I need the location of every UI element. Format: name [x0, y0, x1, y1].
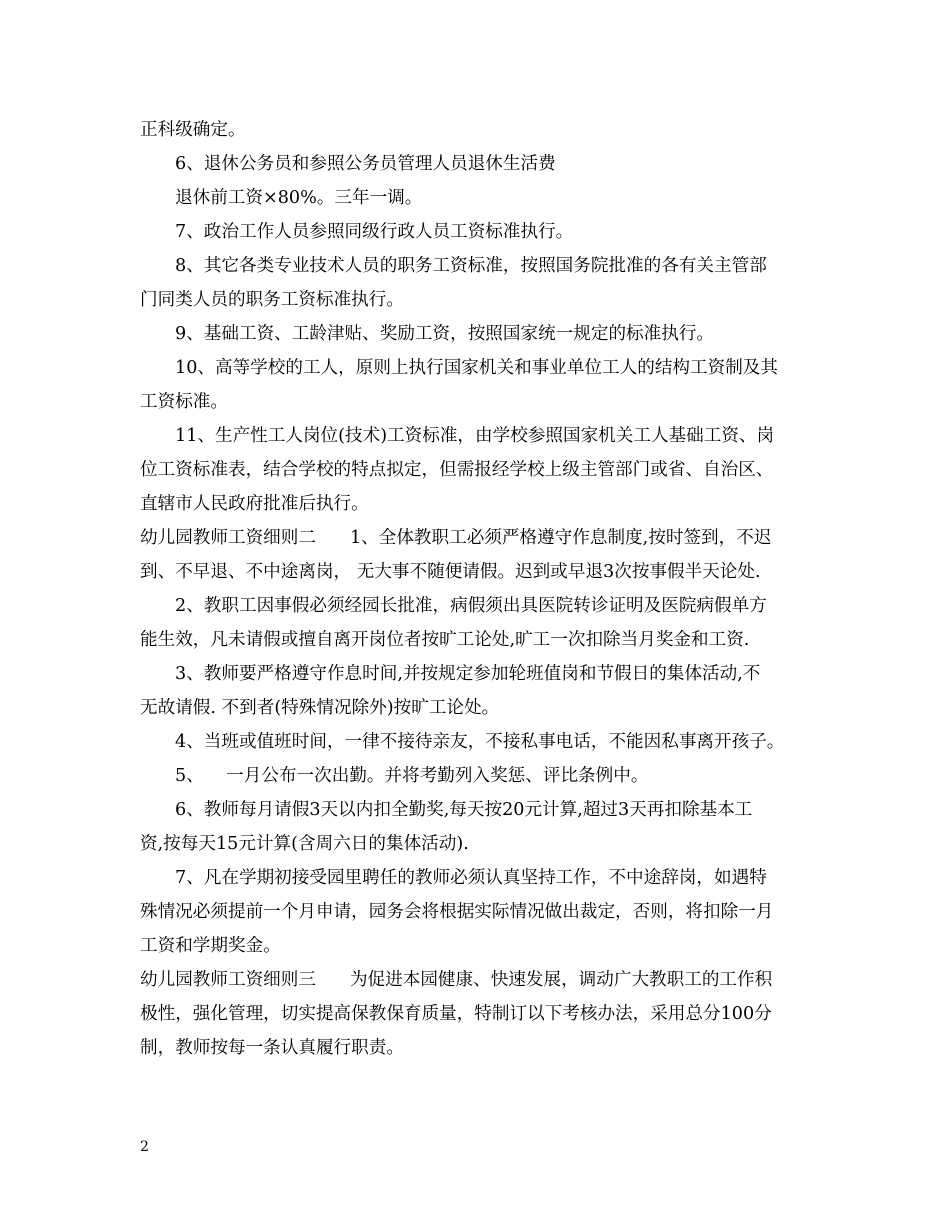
line-text: 3、教师要严格遵守作息时间,并按规定参加轮班值岗和节假日的集体活动,不	[175, 664, 761, 684]
paragraph-line	[140, 249, 812, 283]
line-text: 2、教职工因事假必须经园长批准，病假须出具医院转诊证明及医院病假单方	[175, 596, 767, 616]
paragraph-line	[140, 589, 812, 623]
section-line	[140, 963, 812, 997]
paragraph-line	[140, 181, 812, 215]
line-text: 无故请假. 不到者(特殊情况除外)按旷工论处。	[140, 698, 500, 718]
line-text: 门同类人员的职务工资标准执行。	[140, 290, 404, 310]
line-text: 4、当班或值班时间，一律不接待亲友，不接私事电话，不能因私事离开孩子。	[175, 732, 785, 752]
page-number: 2	[140, 1139, 149, 1155]
line-text: 到、不早退、不中途离岗， 无大事不随便请假。迟到或早退3次按事假半天论处.	[140, 562, 761, 582]
paragraph-line	[140, 453, 812, 487]
line-text: 9、基础工资、工龄津贴、奖励工资，按照国家统一规定的标准执行。	[175, 324, 715, 344]
line-text: 1、全体教职工必须严格遵守作息制度,按时签到，不迟	[349, 528, 772, 548]
paragraph-line	[140, 929, 812, 963]
paragraph-line	[140, 691, 812, 725]
line-text: 为促进本园健康、快速发展，调动广大教职工的工作积	[349, 970, 773, 990]
paragraph-line	[140, 147, 812, 181]
section-heading: 幼儿园教师工资细则二	[140, 528, 316, 548]
line-text: 6、教师每月请假3天以内扣全勤奖,每天按20元计算,超过3天再扣除基本工	[175, 800, 753, 820]
line-text: 工资标准。	[140, 392, 228, 412]
line-text: 8、其它各类专业技术人员的职务工资标准，按照国务院批准的各有关主管部	[175, 256, 767, 276]
paragraph-line	[140, 113, 812, 147]
paragraph-line	[140, 793, 812, 827]
paragraph-line	[140, 1031, 812, 1065]
section-heading: 幼儿园教师工资细则三	[140, 970, 316, 990]
line-text: 位工资标准表，结合学校的特点拟定，但需报经学校上级主管部门或省、自治区、	[140, 460, 774, 480]
paragraph-line	[140, 759, 812, 793]
line-text: 殊情况必须提前一个月申请，园务会将根据实际情况做出裁定，否则，将扣除一月	[140, 902, 774, 922]
paragraph-line	[140, 657, 812, 691]
line-text: 7、政治工作人员参照同级行政人员工资标准执行。	[175, 222, 574, 242]
paragraph-line	[140, 623, 812, 657]
paragraph-line	[140, 997, 812, 1031]
line-text: 5、 一月公布一次出勤。并将考勤列入奖惩、评比条例中。	[175, 766, 649, 786]
paragraph-line	[140, 555, 812, 589]
paragraph-line	[140, 725, 812, 759]
paragraph-line	[140, 419, 812, 453]
paragraph-line	[140, 895, 812, 929]
line-text: 6、退休公务员和参照公务员管理人员退休生活费	[175, 154, 556, 174]
line-text: 正科级确定。	[140, 120, 246, 140]
section-line	[140, 521, 812, 555]
paragraph-line	[140, 283, 812, 317]
line-text: 制，教师按每一条认真履行职责。	[140, 1038, 404, 1058]
paragraph-line	[140, 385, 812, 419]
line-text: 10、高等学校的工人，原则上执行国家机关和事业单位工人的结构工资制及其	[175, 358, 778, 378]
line-text: 直辖市人民政府批准后执行。	[140, 494, 369, 514]
line-text: 退休前工资×80%。三年一调。	[175, 188, 423, 208]
line-text: 能生效，凡未请假或擅自离开岗位者按旷工论处,旷工一次扣除当月奖金和工资.	[140, 630, 750, 650]
paragraph-line	[140, 487, 812, 521]
line-text: 7、凡在学期初接受园里聘任的教师必须认真坚持工作，不中途辞岗，如遇特	[175, 868, 767, 888]
line-text: 极性，强化管理，切实提高保教保育质量，特制订以下考核办法，采用总分100分	[140, 1004, 772, 1024]
paragraph-line	[140, 827, 812, 861]
line-text: 工资和学期奖金。	[140, 936, 281, 956]
paragraph-line	[140, 351, 812, 385]
document-body	[140, 113, 812, 1065]
line-text: 资,按每天15元计算(含周六日的集体活动).	[140, 834, 469, 854]
paragraph-line	[140, 317, 812, 351]
paragraph-line	[140, 861, 812, 895]
paragraph-line	[140, 215, 812, 249]
line-text: 11、生产性工人岗位(技术)工资标准，由学校参照国家机关工人基础工资、岗	[175, 426, 775, 446]
